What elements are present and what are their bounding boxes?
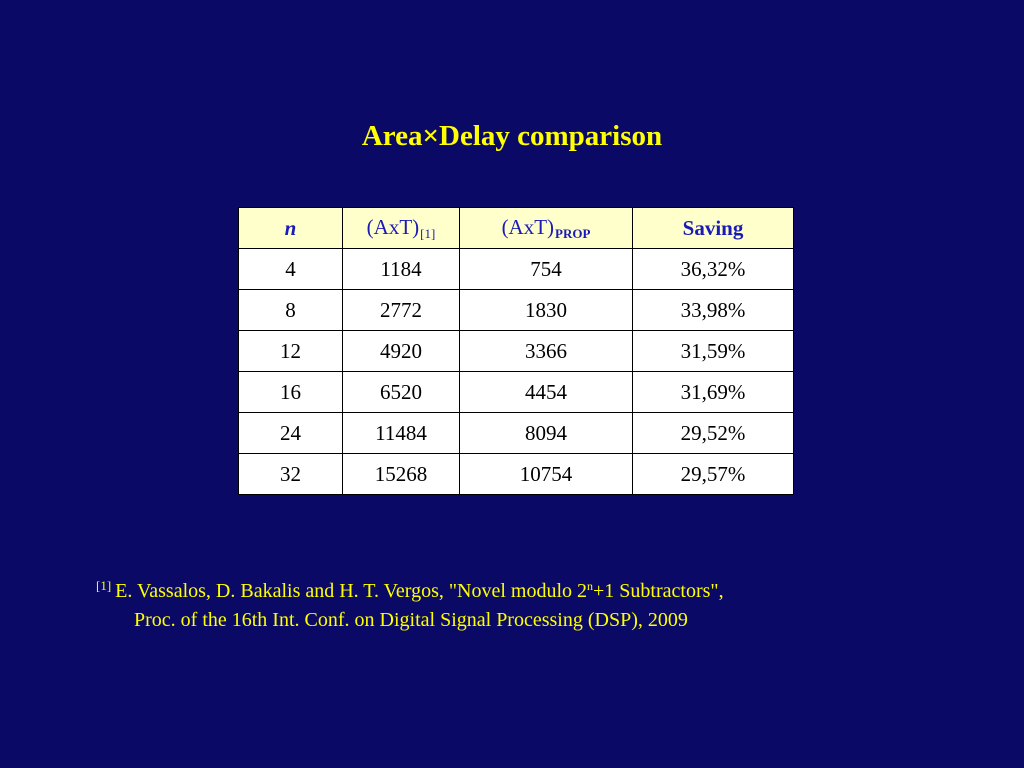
table-header-row <box>239 208 794 249</box>
cell-saving: 31,59% <box>633 331 794 372</box>
cell-axt-prop: 1830 <box>460 290 633 331</box>
comparison-table <box>238 207 794 495</box>
cell-axt-prop: 4454 <box>460 372 633 413</box>
header-axt-prop-base: (AxT) <box>501 214 555 239</box>
table-row <box>239 290 794 331</box>
cell-n: 12 <box>239 331 343 372</box>
cell-axt-prop: 8094 <box>460 413 633 454</box>
cell-n: 8 <box>239 290 343 331</box>
reference-line-2: Proc. of the 16th Int. Conf. on Digital Signal Processing (DSP), 2009 <box>134 609 688 631</box>
reference-text-1a: E. Vassalos, D. Bakalis and H. T. Vergos, "Novel modulo 2 <box>115 580 588 602</box>
cell-saving: 33,98% <box>633 290 794 331</box>
cell-axt-ref1: 11484 <box>343 413 460 454</box>
cell-axt-ref1: 4920 <box>343 331 460 372</box>
table-row <box>239 372 794 413</box>
cell-axt-ref1: 2772 <box>343 290 460 331</box>
cell-saving: 29,57% <box>633 454 794 495</box>
reference-superscript-n: n <box>587 579 594 593</box>
header-axt-prop <box>460 208 633 249</box>
table-row <box>239 249 794 290</box>
reference-line-1 <box>96 571 956 606</box>
table-row <box>239 454 794 495</box>
cell-axt-ref1: 6520 <box>343 372 460 413</box>
cell-saving: 31,69% <box>633 372 794 413</box>
header-axt-ref1 <box>343 208 460 249</box>
reference-text-1b: +1 Subtractors", <box>593 580 724 602</box>
cell-axt-prop: 3366 <box>460 331 633 372</box>
cell-n: 24 <box>239 413 343 454</box>
reference-citation <box>96 571 956 635</box>
table-row <box>239 331 794 372</box>
header-saving: Saving <box>633 208 794 249</box>
cell-axt-ref1: 15268 <box>343 454 460 495</box>
cell-saving: 29,52% <box>633 413 794 454</box>
cell-n: 4 <box>239 249 343 290</box>
cell-n: 16 <box>239 372 343 413</box>
cell-axt-prop: 754 <box>460 249 633 290</box>
header-axt-ref1-base: (AxT) <box>366 214 420 239</box>
reference-marker: [1] <box>96 578 112 593</box>
header-n: n <box>239 208 343 249</box>
cell-saving: 36,32% <box>633 249 794 290</box>
cell-axt-ref1: 1184 <box>343 249 460 290</box>
header-axt-prop-sub: PROP <box>555 225 591 241</box>
header-axt-ref1-sub: [1] <box>420 225 436 241</box>
cell-n: 32 <box>239 454 343 495</box>
slide-title: Area×Delay comparison <box>361 120 663 152</box>
table-row <box>239 413 794 454</box>
cell-axt-prop: 10754 <box>460 454 633 495</box>
